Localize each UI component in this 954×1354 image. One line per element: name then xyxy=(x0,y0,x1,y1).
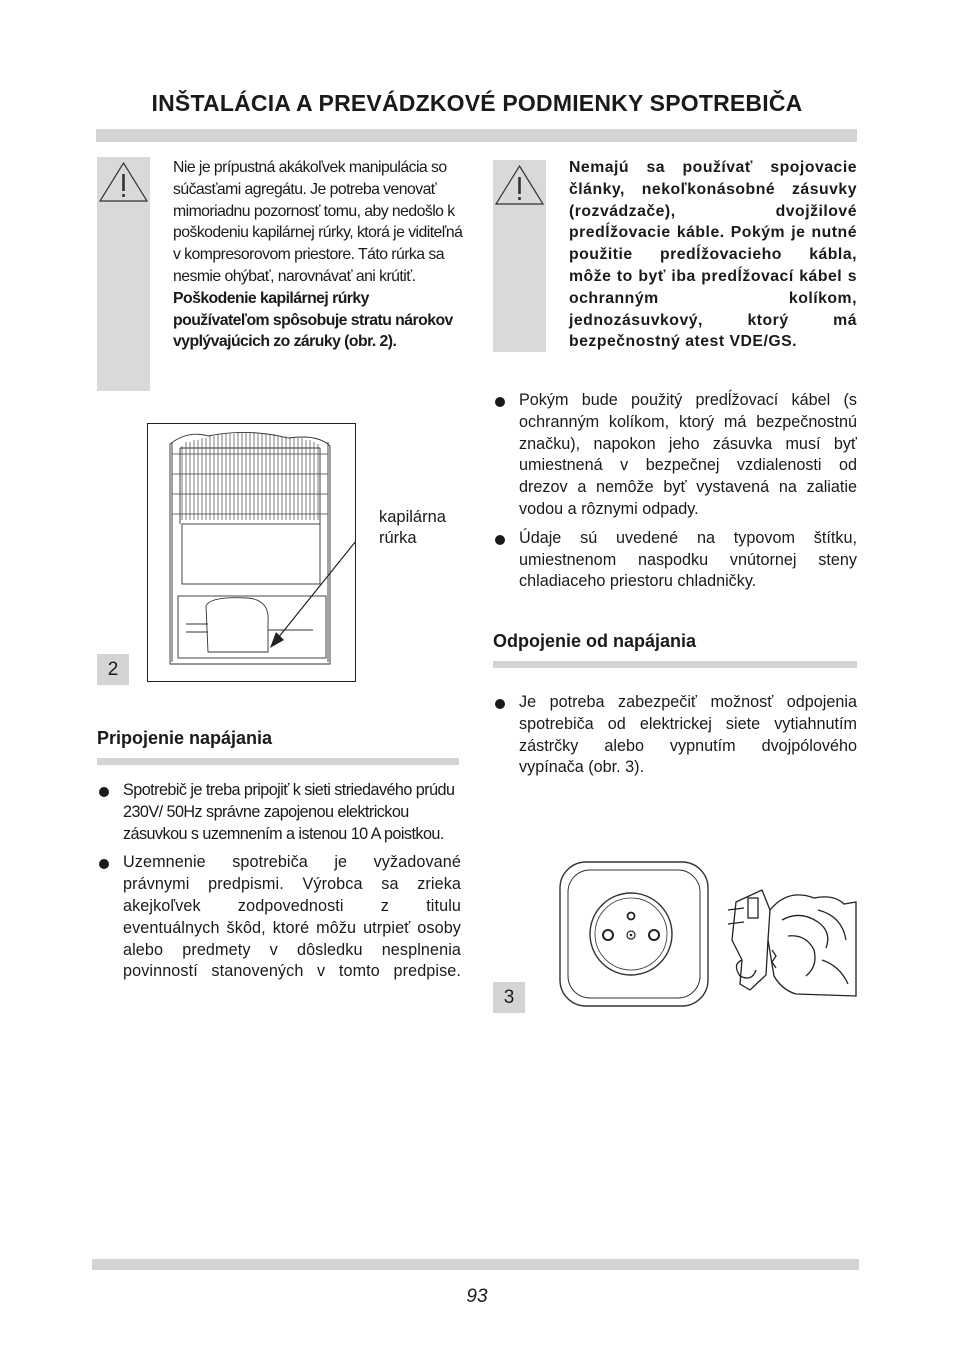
disconnection-bullet-list xyxy=(493,692,857,786)
footer-rule xyxy=(92,1259,859,1270)
section-rule-left xyxy=(97,758,459,765)
plug-in-hand-illustration xyxy=(722,880,858,1000)
wall-socket-illustration xyxy=(558,860,710,1008)
left-warning-text xyxy=(173,157,463,353)
list-item: Pokým bude použitý predĺžovací kábel (s ochranným kolíkom, ktorý má bezpečnostnú značku), napokon jeho zásuvka musí byť umiestnená v bezpečnej vzdialenosti od drezov a nemôže byť vystavená na zaliatie vodou a rôznymi odpady. xyxy=(493,390,857,521)
refrigerator-back-illustration xyxy=(148,424,355,681)
page-title: INŠTALÁCIA A PREVÁDZKOVÉ PODMIENKY SPOTREBIČA xyxy=(151,90,803,116)
extension-cable-bullet-list xyxy=(493,390,857,600)
figure-3-number: 3 xyxy=(493,982,525,1013)
list-item: Údaje sú uvedené na typovom štítku, umiestnenom naspodku vnútornej steny chladiaceho priestoru chladničky. xyxy=(493,528,857,593)
section-rule-right xyxy=(493,661,857,668)
warning-bold-paragraph: Nemajú sa používať spojovacie články, nekoľkonásobné zásuvky (rozvádzače), dvojžilové predĺžovacie káble. Pokým je nutné použitie predĺžovacieho kábla, môže to byť iba predĺžovací kábel s ochranným kolíkom, jednozásuvkový, ktorý má bezpečnostný atest VDE/GS. xyxy=(569,159,857,351)
list-item: Spotrebič je treba pripojiť k sieti striedavého prúdu 230V/ 50Hz správne zapojenou elektrickou zásuvkou s uzemnením a istenou 10 A poistkou. xyxy=(97,780,461,845)
title-rule xyxy=(96,129,857,142)
warning-paragraph: Nie je prípustná akákoľvek manipulácia so súčasťami agregátu. Je potreba venovať mimoriadnu pozornosť tomu, aby nedošlo k poškodeniu kapilárnej rúrky, ktorá je viditeľná v kompresorovom priestore. Táto rúrka sa nesmie ohýbať, narovnávať ani krútiť. xyxy=(173,159,463,285)
list-item: Je potreba zabezpečiť možnosť odpojenia spotrebiča od elektrickej siete vytiahnutím zástrčky alebo vypnutím dvojpólového vypínača (obr. 3). xyxy=(493,692,857,779)
warning-exclamation-icon xyxy=(97,159,150,205)
right-warning-box xyxy=(493,160,546,352)
warning-bold-paragraph: Poškodenie kapilárnej rúrky používateľom spôsobuje stratu nárokov vyplývajúcich zo záruky (obr. 2). xyxy=(173,289,453,351)
list-item xyxy=(97,852,461,983)
page-number: 93 xyxy=(466,1286,488,1307)
capillary-tube-label: kapilárna rúrka xyxy=(379,508,446,547)
section-heading-disconnection: Odpojenie od napájania xyxy=(493,631,697,651)
connection-bullet-list xyxy=(97,780,461,990)
right-warning-text xyxy=(569,157,857,353)
section-heading-connection: Pripojenie napájania xyxy=(97,728,273,748)
list-item-text: Uzemnenie spotrebiča je vyžadované právnymi predpismi. Výrobca sa zrieka akejkoľvek zodpovednosti z titulu eventuálnych škôd, ktoré môžu utrpieť osoby alebo predmety v dôsledku nesplnenia povinností stanovených v tomto predpise. xyxy=(123,853,461,981)
figure-2-number: 2 xyxy=(97,654,129,685)
left-warning-box xyxy=(97,157,150,391)
warning-exclamation-icon xyxy=(493,162,546,208)
